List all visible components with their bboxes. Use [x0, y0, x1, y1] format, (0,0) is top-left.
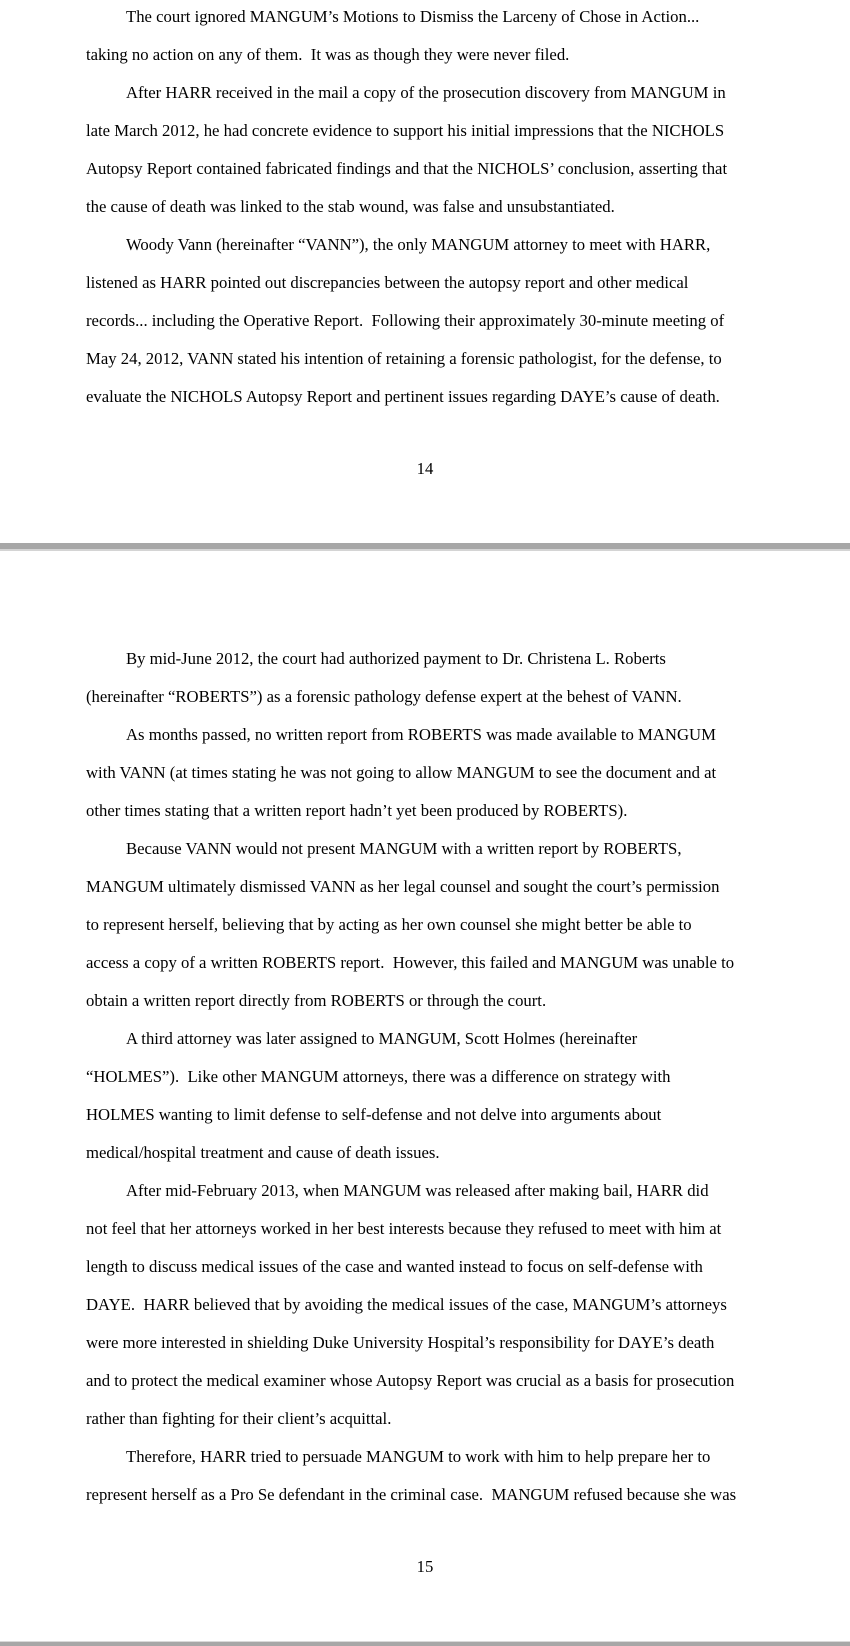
text-line: represent herself as a Pro Se defendant in the criminal case. MANGUM refused because she was [86, 1485, 737, 1504]
text-line: not feel that her attorneys worked in her best interests because they refused to meet with him at [86, 1219, 722, 1238]
text-line: The court ignored MANGUM’s Motions to Dismiss the Larceny of Chose in Action... [126, 7, 700, 26]
text-line: medical/hospital treatment and cause of death issues. [86, 1143, 440, 1162]
page-number: 15 [416, 1557, 434, 1576]
text-line: “HOLMES”). Like other MANGUM attorneys, there was a difference on strategy with [86, 1067, 671, 1086]
text-line: to represent herself, believing that by acting as her own counsel she might better be able to [86, 915, 692, 934]
text-line: listened as HARR pointed out discrepancies between the autopsy report and other medical [86, 273, 689, 292]
text-line: taking no action on any of them. It was as though they were never filed. [86, 45, 570, 64]
text-line: length to discuss medical issues of the case and wanted instead to focus on self-defense with [86, 1257, 703, 1276]
text-line: As months passed, no written report from ROBERTS was made available to MANGUM [126, 725, 716, 744]
text-line: Woody Vann (hereinafter “VANN”), the only MANGUM attorney to meet with HARR, [126, 235, 711, 254]
text-line: Because VANN would not present MANGUM with a written report by ROBERTS, [126, 839, 682, 858]
page-separator-partial [0, 1641, 850, 1646]
text-line: (hereinafter “ROBERTS”) as a forensic pathology defense expert at the behest of VANN. [86, 687, 682, 706]
text-line: After HARR received in the mail a copy of the prosecution discovery from MANGUM in [126, 83, 726, 102]
text-line: HOLMES wanting to limit defense to self-defense and not delve into arguments about [86, 1105, 662, 1124]
text-line: evaluate the NICHOLS Autopsy Report and pertinent issues regarding DAYE’s cause of death. [86, 387, 720, 406]
page-separator [0, 543, 850, 551]
text-line: By mid-June 2012, the court had authorized payment to Dr. Christena L. Roberts [126, 649, 666, 668]
text-line: A third attorney was later assigned to MANGUM, Scott Holmes (hereinafter [126, 1029, 638, 1048]
text-line: DAYE. HARR believed that by avoiding the medical issues of the case, MANGUM’s attorneys [86, 1295, 727, 1314]
text-line: records... including the Operative Report. Following their approximately 30-minute meeting of [86, 311, 725, 330]
page-number: 14 [416, 459, 434, 478]
text-line: obtain a written report directly from ROBERTS or through the court. [86, 991, 547, 1010]
page-14-text [86, 0, 776, 416]
text-line: access a copy of a written ROBERTS report. However, this failed and MANGUM was unable to [86, 953, 735, 972]
text-line: with VANN (at times stating he was not going to allow MANGUM to see the document and at [86, 763, 717, 782]
text-line: late March 2012, he had concrete evidence to support his initial impressions that the NICHOLS [86, 121, 725, 140]
text-line: other times stating that a written report hadn’t yet been produced by ROBERTS). [86, 801, 628, 820]
text-line: Autopsy Report contained fabricated findings and that the NICHOLS’ conclusion, asserting that [86, 159, 728, 178]
text-line: the cause of death was linked to the stab wound, was false and unsubstantiated. [86, 197, 615, 216]
text-line: were more interested in shielding Duke University Hospital’s responsibility for DAYE’s death [86, 1333, 715, 1352]
text-line: and to protect the medical examiner whose Autopsy Report was crucial as a basis for prosecution [86, 1371, 735, 1390]
text-line: After mid-February 2013, when MANGUM was released after making bail, HARR did [126, 1181, 709, 1200]
page-15-text [86, 640, 776, 1514]
text-line: rather than fighting for their client’s acquittal. [86, 1409, 392, 1428]
text-line: May 24, 2012, VANN stated his intention of retaining a forensic pathologist, for the defense, to [86, 349, 722, 368]
text-line: Therefore, HARR tried to persuade MANGUM to work with him to help prepare her to [126, 1447, 711, 1466]
text-line: MANGUM ultimately dismissed VANN as her legal counsel and sought the court’s permission [86, 877, 720, 896]
